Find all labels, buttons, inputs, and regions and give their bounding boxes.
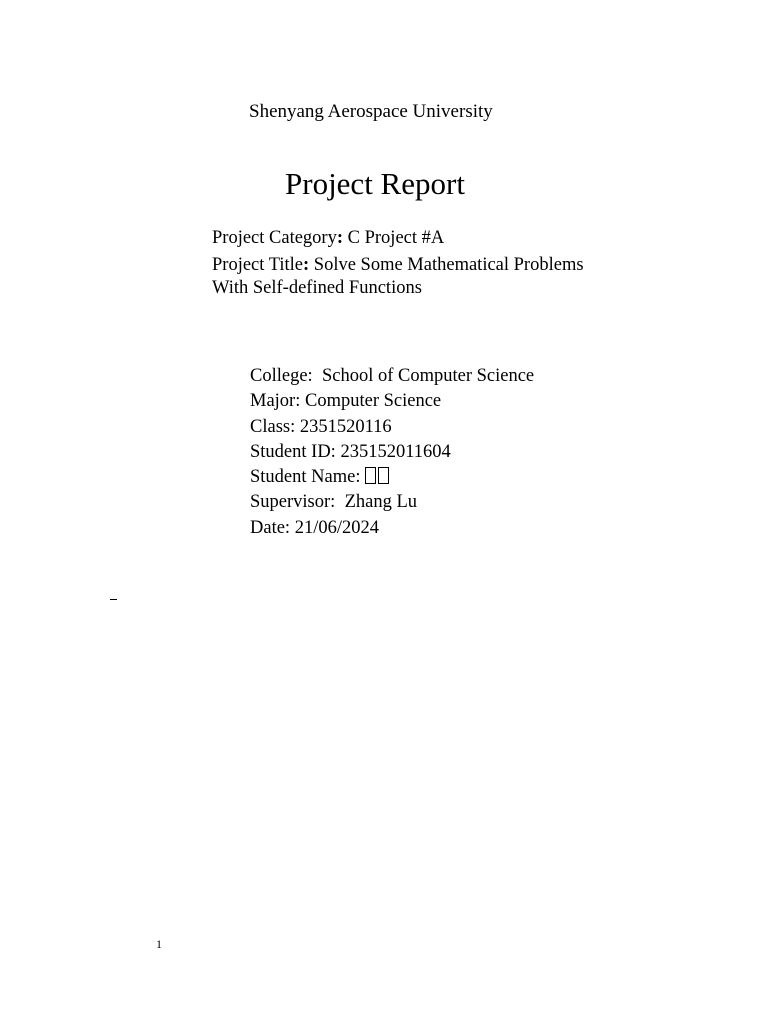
project-category-value: C Project #A [347, 228, 445, 248]
project-title-value-line2: With Self-defined Functions [212, 278, 422, 298]
project-title-value-line1: Solve Some Mathematical Problems [313, 255, 584, 275]
supervisor-row [250, 490, 534, 515]
date-value: 21/06/2024 [294, 517, 379, 538]
major-label: Major: [250, 391, 301, 412]
class-label: Class: [250, 416, 296, 437]
page-number: 1 [156, 937, 162, 951]
class-row [250, 415, 534, 440]
student-info [250, 364, 534, 541]
project-category-row [212, 227, 584, 250]
college-label: College: [250, 366, 313, 386]
colon: : [336, 228, 344, 248]
student-id-label: Student ID: [250, 441, 336, 462]
college-value: School of Computer Science [321, 366, 535, 386]
project-title-row [212, 254, 584, 277]
project-title-label: Project Title [212, 255, 303, 275]
supervisor-label: Supervisor: [250, 492, 336, 513]
supervisor-value: Zhang Lu [344, 492, 417, 513]
student-id-row [250, 440, 534, 465]
report-title: Project Report [285, 166, 465, 201]
missing-glyph-icon [365, 467, 376, 484]
college-row [250, 364, 534, 389]
student-name-label: Student Name: [250, 467, 361, 488]
colon: : [302, 255, 310, 275]
university-name: Shenyang Aerospace University [249, 101, 493, 122]
dash-mark [110, 599, 117, 600]
major-row [250, 389, 534, 414]
date-label: Date: [250, 517, 291, 538]
project-meta [212, 227, 584, 300]
missing-glyph-icon [378, 467, 389, 484]
date-row [250, 516, 534, 541]
major-value: Computer Science [304, 391, 442, 412]
student-id-value: 235152011604 [340, 441, 451, 462]
project-category-label: Project Category [212, 228, 337, 248]
project-title-row-continued [212, 277, 584, 300]
class-value: 2351520116 [299, 416, 392, 437]
student-name-row [250, 465, 534, 490]
